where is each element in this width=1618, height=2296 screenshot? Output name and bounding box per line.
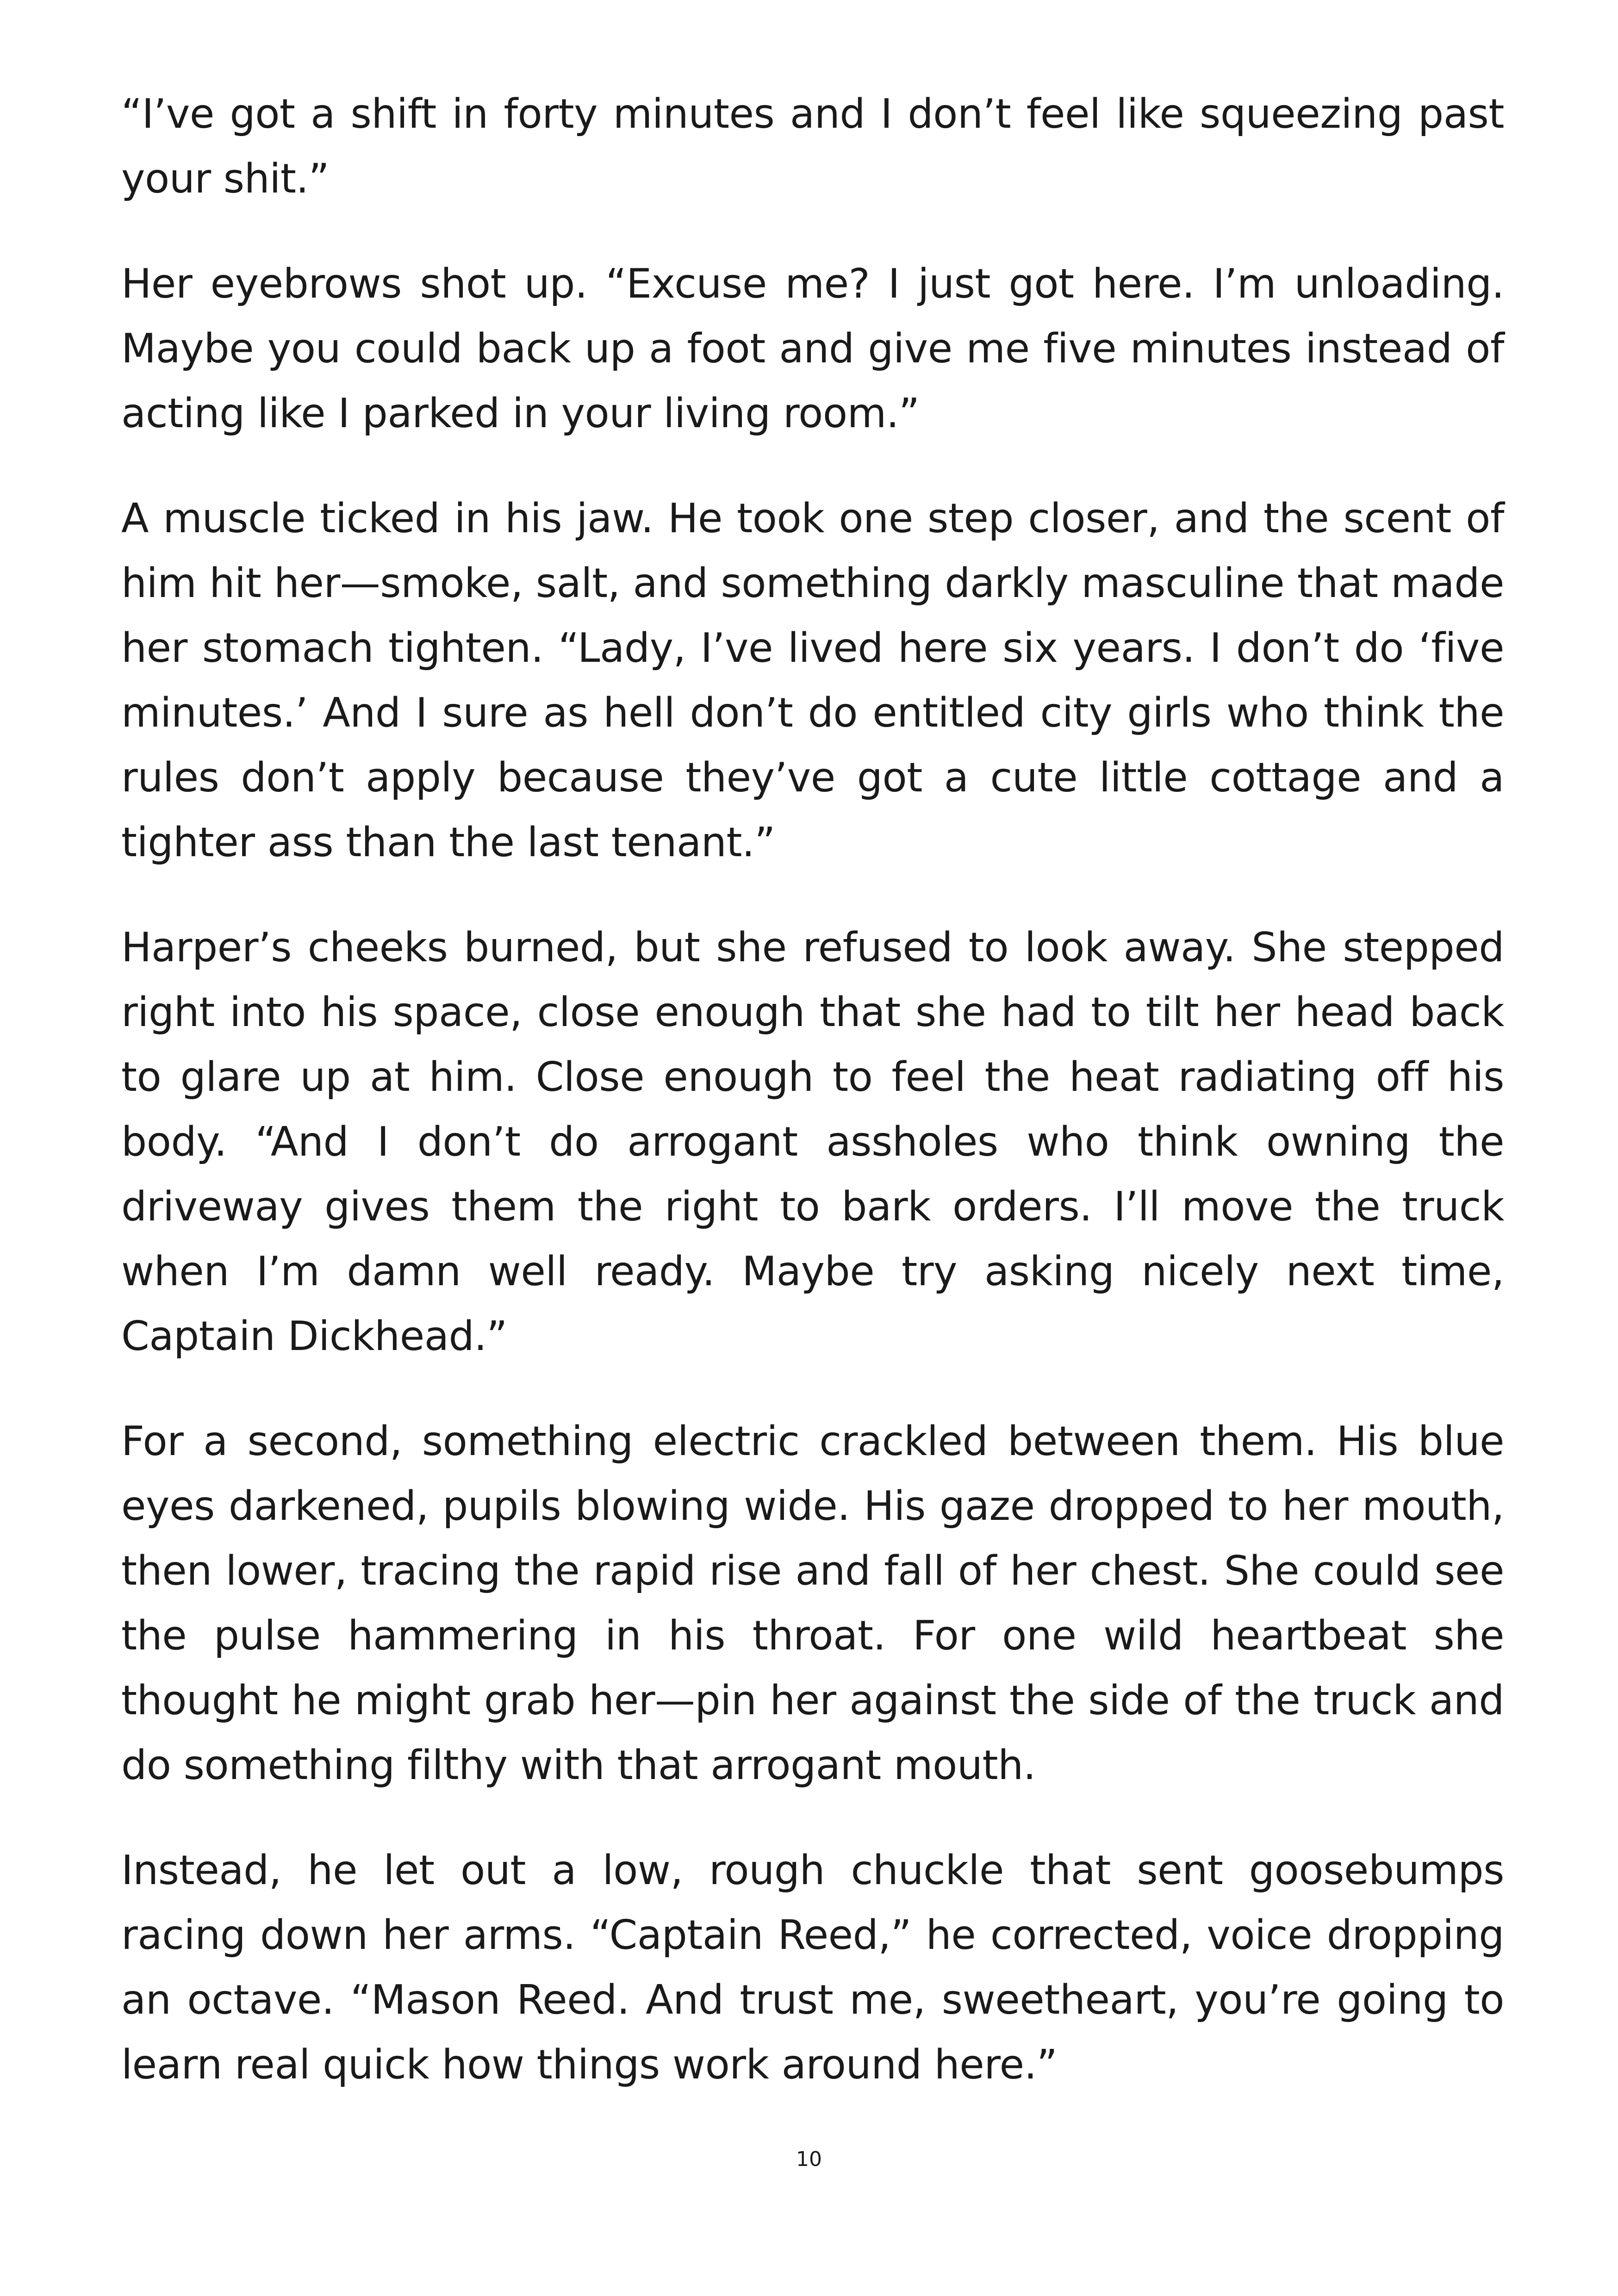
page-number: 10 bbox=[796, 2147, 822, 2171]
paragraph: Harper’s cheeks burned, but she refused to look away. She stepped right into his space, close enough that she had to tilt her head back to glare up at him. Close enough to feel the heat radiating off his body. “And I don’t do arrogant assholes who think owning the driveway gives them the right to bark orders. I’ll move the truck when I’m damn well ready. Maybe try asking nicely next time, Captain Dickhead.” bbox=[121, 924, 1504, 1360]
body-text bbox=[121, 81, 1504, 2137]
paragraph: “I’ve got a shift in forty minutes and I don’t feel like squeezing past your shit.” bbox=[121, 90, 1504, 202]
paragraph: Her eyebrows shot up. “Excuse me? I just got here. I’m unloading. Maybe you could back up a foot and give me five minutes instead of acting like I parked in your living room.” bbox=[121, 260, 1504, 437]
paragraph: For a second, something electric crackled between them. His blue eyes darkened, pupils blowing wide. His gaze dropped to her mouth, then lower, tracing the rapid rise and fall of her chest. She could see the pulse hammering in his throat. For one wild heartbeat she thought he might grab her—pin her against the side of the truck and do something filthy with that arrogant mouth. bbox=[121, 1418, 1504, 1789]
paragraph: A muscle ticked in his jaw. He took one step closer, and the scent of him hit her—smoke, salt, and something darkly masculine that made her stomach tighten. “Lady, I’ve lived here six years. I don’t do ‘five minutes.’ And I sure as hell don’t do entitled city girls who think the rules don’t apply because they’ve got a cute little cottage and a tighter ass than the last tenant.” bbox=[121, 495, 1504, 866]
paragraph: Instead, he let out a low, rough chuckle that sent goosebumps racing down her arms. “Captain Reed,” he corrected, voice dropping an octave. “Mason Reed. And trust me, sweetheart, you’re going to learn real quick how things work around here.” bbox=[121, 1847, 1504, 2088]
